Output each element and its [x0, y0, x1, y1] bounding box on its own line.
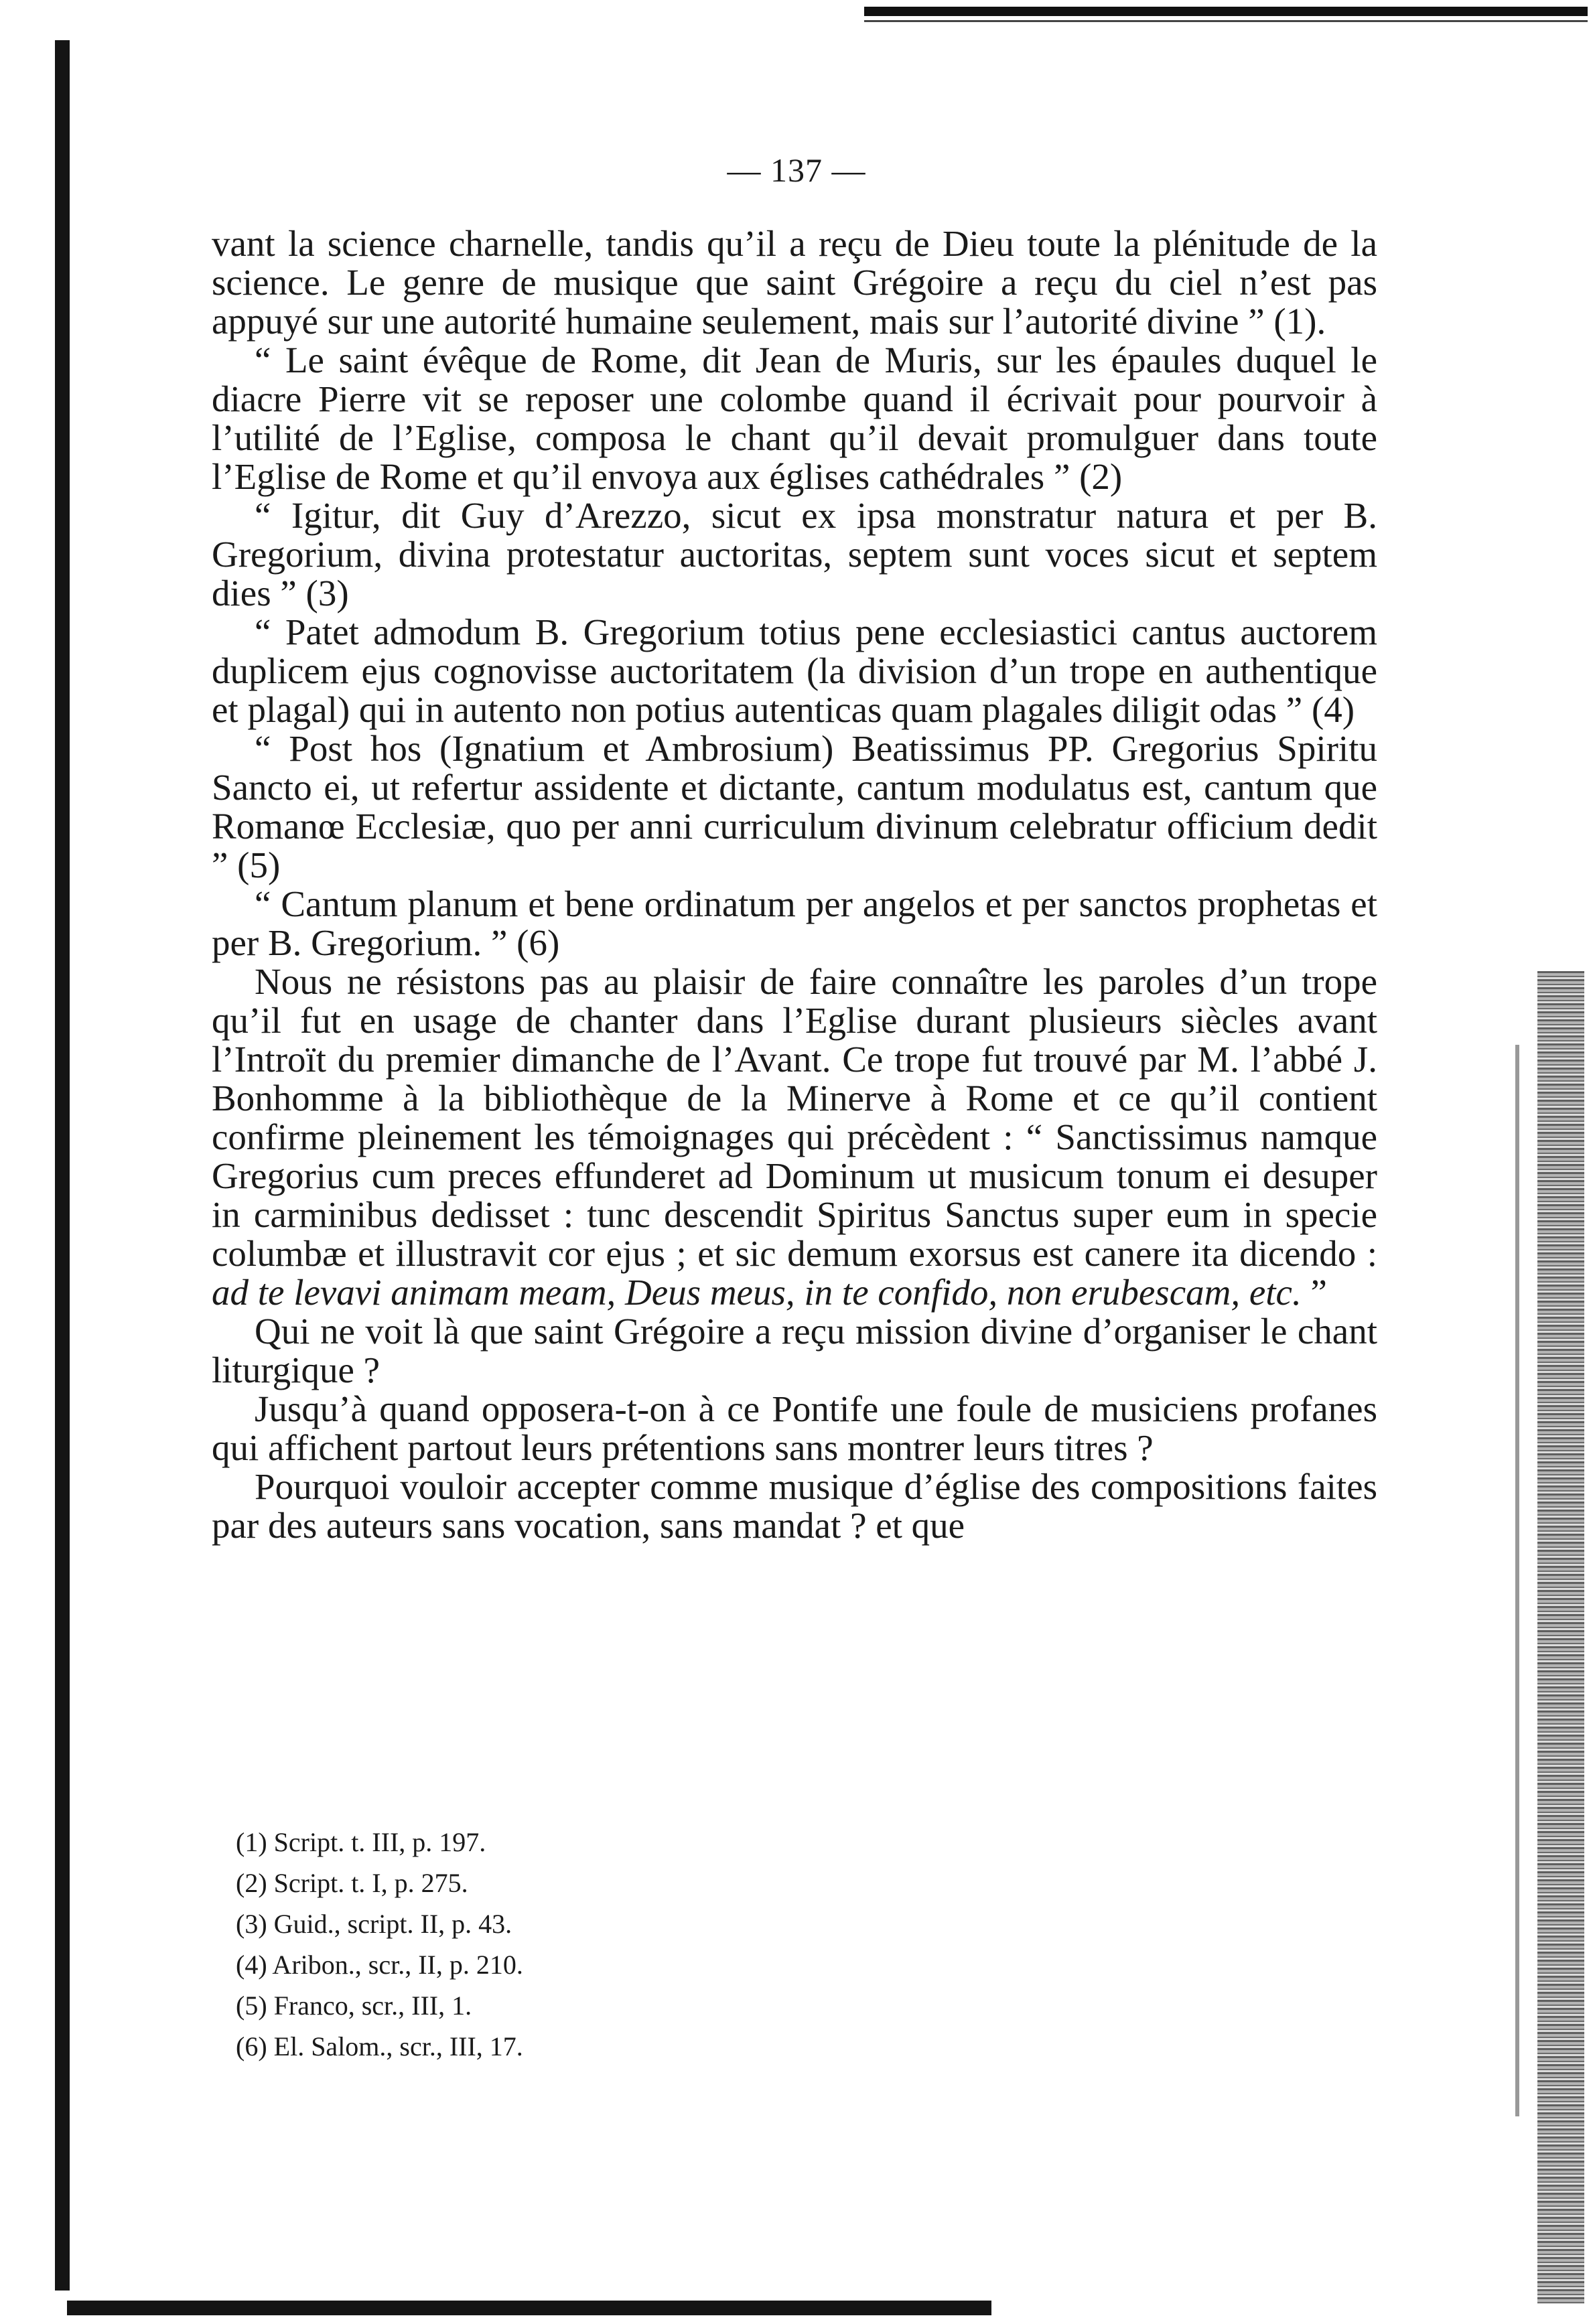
paragraph-5: “ Post hos (Ignatium et Ambrosium) Beatissimus PP. Gregorius Spiritu Sancto ei, ut refertur assidente et dictante, cantum modulatus est, cantum que Romanœ Ecclesiæ, quo per anni curriculum divinum celebratur officium dedit ” (5) [212, 728, 1377, 885]
scan-left-binding-edge [55, 40, 70, 2291]
footnote-1: (1) Script. t. III, p. 197. [236, 1827, 486, 1857]
paragraph-2: “ Le saint évêque de Rome, dit Jean de Muris, sur les épaules duquel le diacre Pierre vit se reposer une colombe quand il écrivait pour pourvoir à l’utilité de l’Eglise, composa le chant qu’il devait promulguer dans toute l’Eglise de Rome et qu’il envoya aux églises cathédrales ” (2) [212, 340, 1377, 497]
paragraph-4: “ Patet admodum B. Gregorium totius pene ecclesiastici cantus auctorem duplicem ejus cognovisse auctoritatem (la division d’un trope en authentique et plagal) qui in autento non potius autenticas quam plagales diligit odas ” (4) [212, 611, 1377, 730]
page-number: — 137 — [727, 151, 866, 189]
paragraph-7-text: Nous ne résistons pas au plaisir de faire connaître les paroles d’un trope qu’il fut en usage de chanter dans l’Eglise durant plusieurs siècles avant l’Introït du premier dimanche de l’Avant. Ce trope fut trouvé par M. l’abbé J. Bonhomme à la bibliothèque de la Minerve à Rome et ce qu’il contient confirme pleinement les témoignages qui précèdent : “ Sanctissimus namque Gregorius cum preces effunderet ad Dominum ut musicum tonum ei desuper in carminibus dedisset : tunc descendit Spiritus Sanctus super eum in specie columbæ et illustravit cor ejus ; et sic demum exorsus est canere ita dicendo : [212, 961, 1377, 1274]
paragraph-10: Pourquoi vouloir accepter comme musique d’église des compositions faites par des auteurs sans vocation, sans mandat ? et que [212, 1466, 1377, 1546]
paragraph-9: Jusqu’à quand opposera-t-on à ce Pontife une foule de musiciens profanes qui affichent partout leurs prétentions sans montrer leurs titres ? [212, 1388, 1377, 1468]
footnote-3: (3) Guid., script. II, p. 43. [236, 1909, 512, 1939]
footnote-2: (2) Script. t. I, p. 275. [236, 1868, 468, 1898]
scan-right-edge-line [1515, 1045, 1519, 2116]
paragraph-7-italic: ad te levavi animam meam, Deus meus, in te confido, non erubescam, etc. [212, 1272, 1302, 1313]
scan-top-rule [864, 7, 1588, 16]
footnotes [236, 1822, 1040, 2067]
paragraph-7-end: ” [1301, 1272, 1327, 1313]
paragraph-6: “ Cantum planum et bene ordinatum per angelos et per sanctos prophetas et per B. Gregorium. ” (6) [212, 883, 1377, 963]
paragraph-8: Qui ne voit là que saint Grégoire a reçu mission divine d’organiser le chant liturgique ? [212, 1311, 1377, 1390]
paragraph-7 [212, 962, 1377, 1312]
footnote-6: (6) El. Salom., scr., III, 17. [236, 2031, 523, 2061]
body-text [212, 224, 1377, 1545]
paragraph-1: vant la science charnelle, tandis qu’il a reçu de Dieu toute la plénitude de la science. Le genre de musique que saint Grégoire a reçu du ciel n’est pas appuyé sur une autorité humaine seulement, mais sur l’autorité divine ” (1). [212, 223, 1377, 342]
scan-bottom-rule [67, 2301, 991, 2315]
footnote-5: (5) Franco, scr., III, 1. [236, 1990, 472, 2021]
scan-top-rule-thin [864, 20, 1588, 22]
scan-right-page-edge [1537, 971, 1584, 2304]
paragraph-3: “ Igitur, dit Guy d’Arezzo, sicut ex ipsa monstratur natura et per B. Gregorium, divina protestatur auctoritas, septem sunt voces sicut et septem dies ” (3) [212, 495, 1377, 613]
footnote-4: (4) Aribon., scr., II, p. 210. [236, 1950, 523, 1980]
